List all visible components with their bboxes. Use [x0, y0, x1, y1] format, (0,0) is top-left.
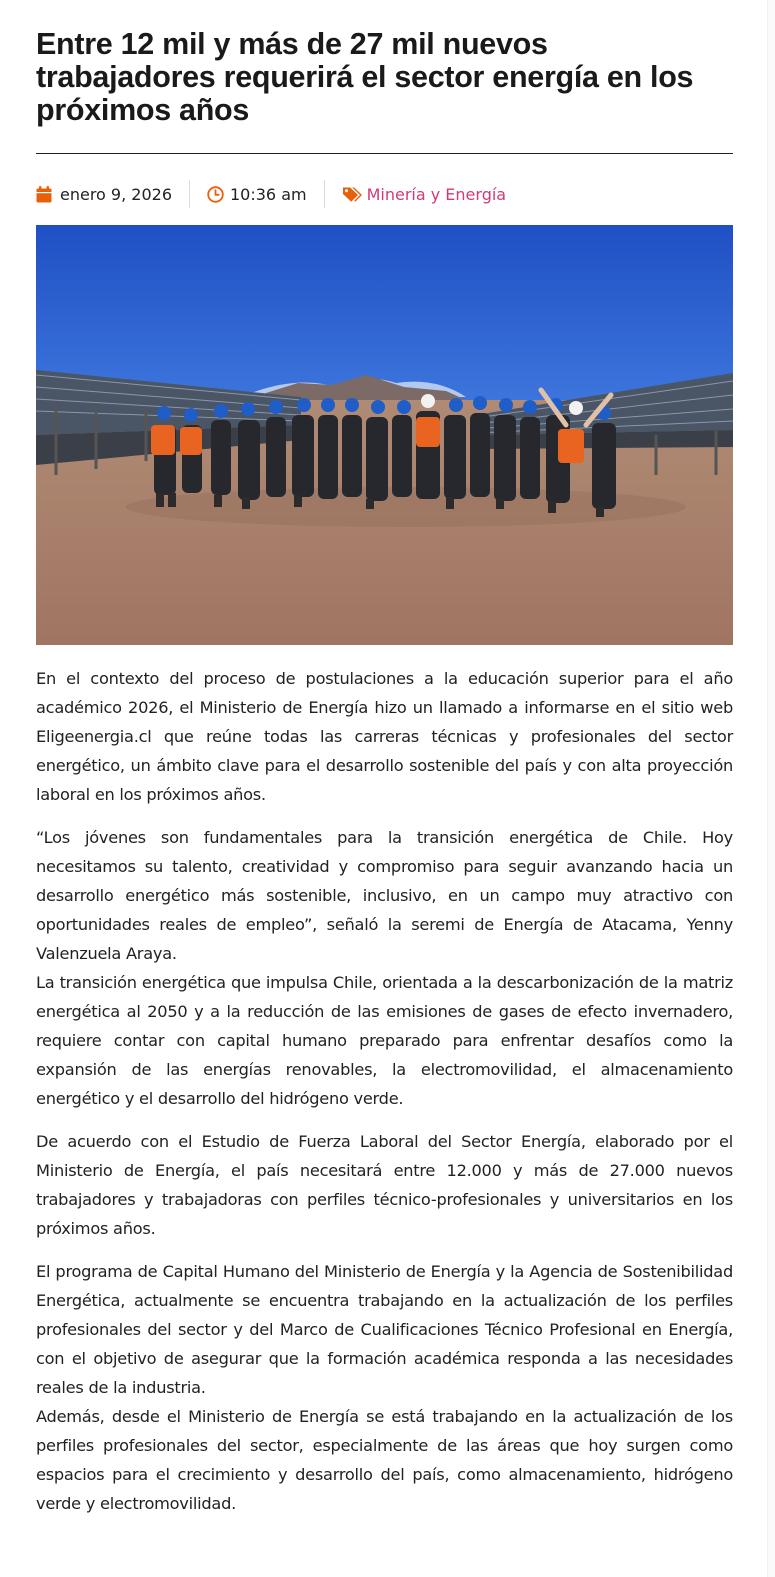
time-text: 10:36 am: [230, 184, 307, 204]
meta-time: [207, 179, 307, 209]
article-paragraph: Además, desde el Ministerio de Energía se está trabajando en la actualización de los perfiles profesionales del sector, especialmente de las áreas que hoy surgen como espacios para el crecimiento y desarrollo del país, como almacenamiento, hidrógeno verde y electromovilidad.: [36, 1407, 733, 1513]
article-paragraph: En el contexto del proceso de postulaciones a la educación superior para el año académico 2026, el Ministerio de Energía hizo un llamado a informarse en el sitio web Eligeenergia.cl que reúne todas las carreras técnicas y profesionales del sector energético, un ámbito clave para el desarrollo sostenible del país y con alta proyección laboral en los próximos años.: [36, 669, 733, 804]
date-text: enero 9, 2026: [60, 184, 172, 204]
article-paragraph: De acuerdo con el Estudio de Fuerza Laboral del Sector Energía, elaborado por el Ministerio de Energía, el país necesitará entre 12.000 y más de 27.000 nuevos trabajadores y trabajadoras con perfiles técnico-profesionales y universitarios en los próximos años.: [36, 1132, 733, 1238]
calendar-icon: [36, 186, 60, 203]
meta-category[interactable]: [342, 179, 507, 209]
article-title: Entre 12 mil y más de 27 mil nuevos trabajadores requerirá el sector energía en los próximos años: [36, 27, 694, 127]
meta-separator: [189, 180, 190, 208]
article-paragraph: La transición energética que impulsa Chile, orientada a la descarbonización de la matriz energética al 2050 y a la reducción de las emisiones de gases de efecto invernadero, requiere contar con capital humano preparado para enfrentar desafíos como la expansión de las energías renovables, la electromovilidad, el almacenamiento energético y el desarrollo del hidrógeno verde.: [36, 973, 733, 1108]
article-meta: [36, 179, 733, 209]
meta-date: [36, 179, 172, 209]
clock-icon: [207, 186, 230, 203]
meta-separator: [324, 180, 325, 208]
article-hero-image: [36, 225, 733, 645]
article-body: [36, 664, 733, 1532]
page-scrollbar[interactable]: [767, 0, 775, 1577]
tags-icon: [342, 186, 367, 203]
title-divider: [36, 153, 733, 154]
article-paragraph: “Los jóvenes son fundamentales para la transición energética de Chile. Hoy necesitamos su talento, creatividad y compromiso para seguir avanzando hacia un desarrollo energético más sostenible, inclusivo, en un campo muy atractivo con oportunidades reales de empleo”, señaló la seremi de Energía de Atacama, Yenny Valenzuela Araya.: [36, 828, 733, 963]
article-paragraph: El programa de Capital Humano del Ministerio de Energía y la Agencia de Sostenibilidad Energética, actualmente se encuentra trabajando en la actualización de los perfiles profesionales del sector y del Marco de Cualificaciones Técnico Profesional en Energía, con el objetivo de asegurar que la formación académica responda a las necesidades reales de la industria.: [36, 1262, 733, 1397]
category-link[interactable]: Minería y Energía: [366, 184, 507, 204]
